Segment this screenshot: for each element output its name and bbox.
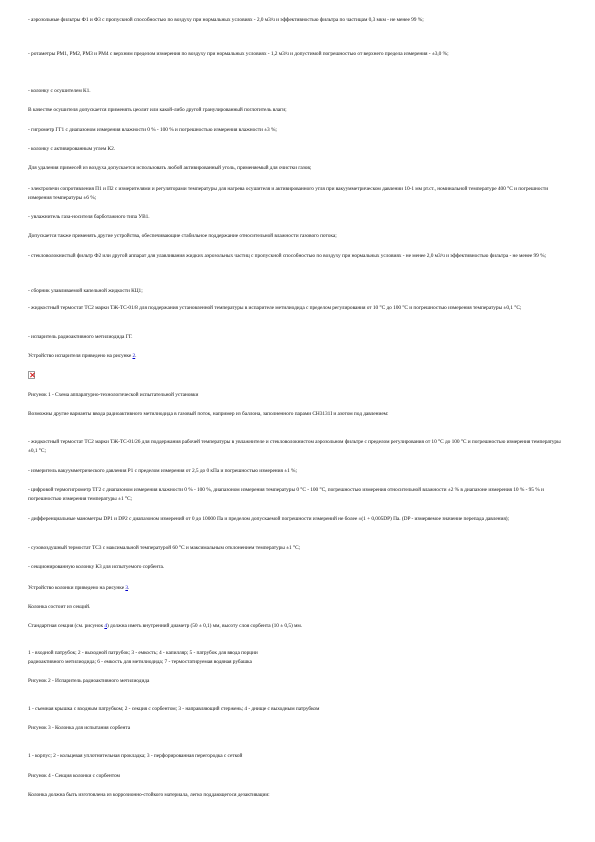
paragraph: - гигрометр ГГ1 с диапазоном измерения влажности 0 % - 100 % и погрешностью измерения влажности ±3 %; [28,127,277,133]
paragraph: - жидкостный термостат ТС2 марки ТЖ-ТС-01/26 для поддержания рабочей температуры в увлажнителе и стекловолокнистом аэрозольном фильтре с пределом регулирования от 10 °С до 100 °С и погрешностью измерения температуры ±0,1 °С; [28,439,561,454]
paragraph: - сборник улавливаемой капельной жидкости КЦ1; [28,288,143,294]
paragraph: - электропечи сопротивления П1 и П2 с измерителями и регуляторами температуры для нагрева осушителя и активированного угля при вакуумметрическом давлении 10-1 мм рт.ст., номинальной температуре 400 °С и погрешности измерения температуры ±6 %; [28,186,549,201]
paragraph: Возможны другие варианты ввода радиоактивного метилиодида в газовый поток, например из баллона, заполненного парами CH3131I и азотом под давлением: [28,411,389,417]
figure-3-link[interactable]: 3 [125,585,128,591]
paragraph: - увлажнитель газа-носителя барботажного типа УВ1. [28,214,150,220]
figure-reference-tail: . [135,353,137,359]
paragraph: - секционированную колонку К3 для испытуемого сорбента. [28,564,165,570]
figure-3-legend: 1 - съемная крышка с входным патрубком; 2 - секция с сорбентом; 3 - направляющий стержень; 4 - днище с выходным патрубком [28,706,320,712]
paragraph: - аэрозольные фильтры Ф1 и Ф3 с пропускной способностью по воздуху при нормальных условиях - 2,0 м3/ч и эффективностью фильтра по частицам 0,3 мкм - не менее 99 %; [28,17,424,23]
paragraph: Колонка состоит из секций. [28,604,91,610]
figure-reference-line [28,352,568,361]
broken-image-icon [28,371,35,379]
figure-2-legend-line: 1 - входной патрубок; 2 - выходной патрубок; 3 - емкость; 4 - капилляр; 5 - патрубок для ввода порции [28,650,258,656]
figure-3-caption: Рисунок 3 - Колонка для испытания сорбента [28,725,131,731]
figure-2-caption: Рисунок 2 - Испаритель радиоактивного метилиодида [28,678,150,684]
paragraph: - колонку с осушителем К1. [28,88,91,94]
figure-2-legend-line: радиоактивного метилиодида; 6 - емкость для метилиодида; 7 - термостатируемая водяная рубашка [28,659,252,665]
paragraph: В качестве осушителя допускается применять цеолит или какой-либо другой гранулированный поглотитель влаги; [28,107,287,113]
figure-reference-text: Устройство испарителя приведено на рисунке [28,353,133,359]
paragraph: - измеритель вакуумметрического давления Р1 с пределом измерения от 2,5 до 0 кПа и погрешностью измерения ±1 %; [28,468,297,474]
figure-4-caption: Рисунок 4 - Секция колонки с сорбентом [28,773,120,779]
paragraph: - дифференциальные манометры DP1 и DP2 с диапазоном измерений от 0 до 10000 Па и пределом допускаемой погрешности измерений не более ±(1 + 0,005DP) Па. (DP - измеряемое значение перепада давления); [28,516,509,522]
paragraph: - жидкостный термостат ТС2 марки ТЖ-ТС-01/8 для поддержания установленной температуры в испарителе метилиодида с пределом регулирования от 10 °С до 100 °С и погрешностью измерения температуры ±0,1 °С; [28,305,522,311]
column-reference-tail: . [128,585,130,591]
figure-4-legend: 1 - корпус; 2 - кольцевая уплотнительная прокладка; 3 - перфорированная перегородка с сеткой [28,753,243,759]
paragraph: Для удаления примесей из воздуха допускается использовать любой активированный уголь, применяемый для очистки газов; [28,165,312,171]
column-reference-line [28,584,568,593]
standard-section-tail: ) должна иметь внутренний диаметр (50 ± 0,1) мм, высоту слоя сорбента (10 ± 0,5) мм. [107,623,303,629]
column-reference-text: Устройство колонки приведено на рисунке [28,585,126,591]
figure-2-link[interactable]: 2 [132,353,136,359]
paragraph: - цифровой термогигрометр ТГ2 с диапазоном измерения влажности 0 % - 100 %, диапазоном измерения температуры 0 °С - 100 °С, погрешностью измерения относительной влажности ±2 % в диапазоне измерения 10 % - 95 % и погрешностью измерения температуры ±1 °С; [28,487,544,502]
figure-1-caption: Рисунок 1 - Схема аппаратурно-технологической испытательной установки [28,392,199,398]
paragraph: Допускается также применять другие устройства, обеспечивающие стабильное поддержание относительной влажности газового потока; [28,233,337,239]
paragraph: - суховоздушный термостат ТС3 с максимальной температурой 60 °С и максимальным отклонением температуры ±1 °С; [28,545,301,551]
paragraph: - колонку с активированным углем К2. [28,146,116,152]
standard-section-text: Стандартная секция (см. рисунок [28,623,105,629]
paragraph: Колонка должна быть изготовлена из коррозионно-стойкого материала, легко поддающегося дезактивации: [28,792,270,798]
paragraph: - стекловолокнистый фильтр Ф2 или другой аппарат для улавливания жидких аэрозольных частиц с пропускной способностью по воздуху при нормальных условиях - не менее 2,0 м3/ч и эффективностью фильтра - не менее 99 %; [28,253,547,259]
figure-4-link[interactable]: 4 [104,623,108,629]
paragraph: - ротаметры РМ1, РМ2, РМ3 и РМ4 с верхним пределом измерения по воздуху при нормальных условиях - 1,2 м3/ч и допустимой погрешностью от верхнего предела измерения - ±3,0 %; [28,51,449,57]
standard-section-line [28,622,568,631]
paragraph: - испаритель радиоактивного метилиодида ГГ. [28,334,133,340]
